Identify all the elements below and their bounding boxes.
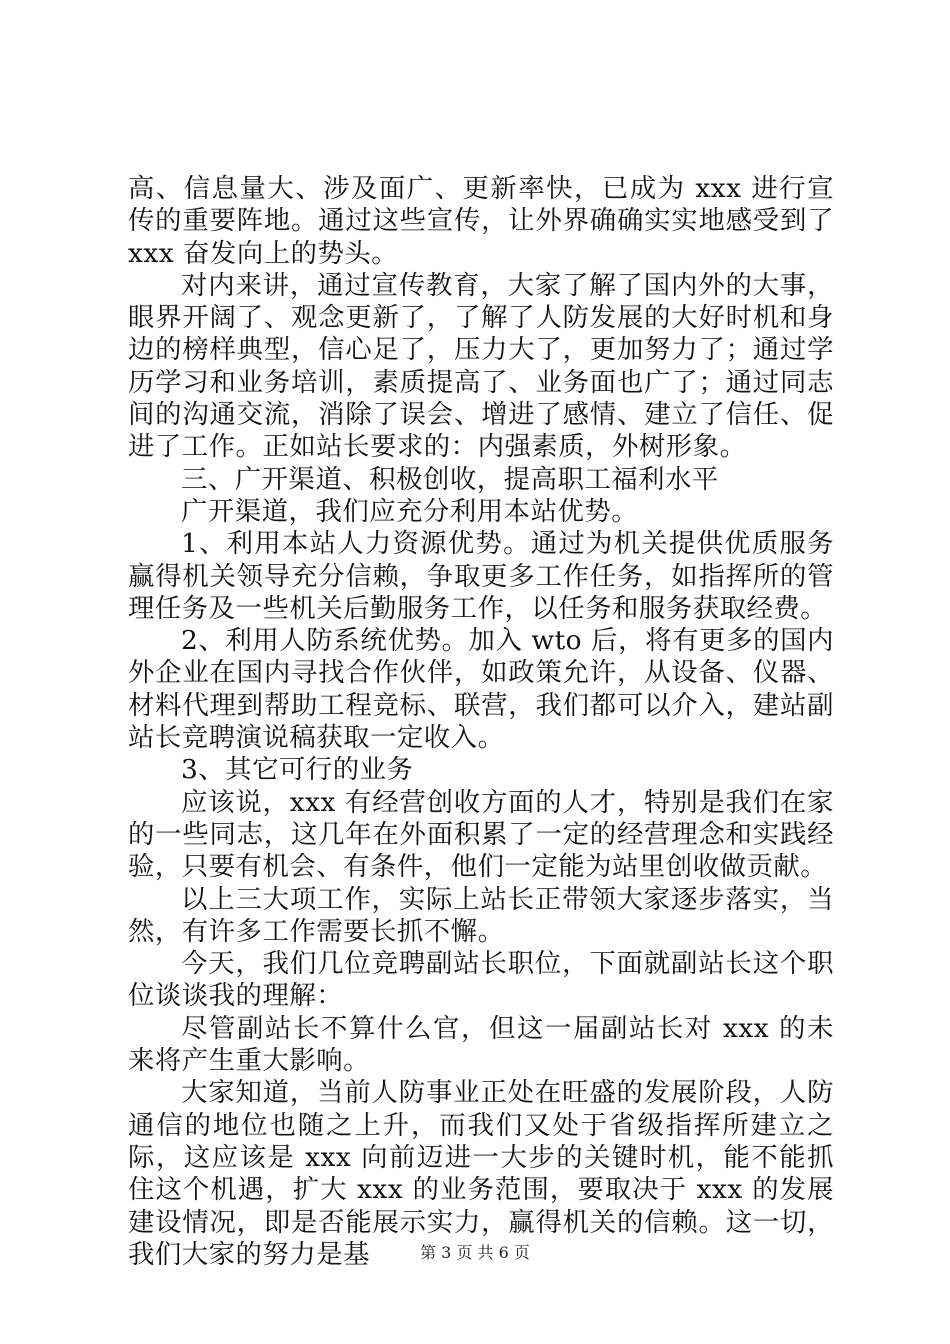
paragraph-4: 广开渠道，我们应充分利用本站优势。 [181, 495, 639, 527]
paragraph-2: 对内来讲，通过宣传教育，大家了解了国内外的大事，眼界开阔了、观念更新了，了解了人防发展的大好时机和身边的榜样典型，信心足了，压力大了，更加努力了；通过学历学习和业务培训，素质提高了、业务面也广了；通过同志间的沟通交流，消除了误会、增进了感情、建立了信任、促进了工作。正如站长要求的：内强素质，外树形象。 [128, 269, 834, 463]
section-heading-3: 三、广开渠道、积极创收，提高职工福利水平 [181, 463, 719, 495]
paragraph-10: 今天，我们几位竞聘副站长职位，下面就副站长这个职位谈谈我的理解： [128, 948, 834, 1012]
paragraph-8: 应该说，xxx 有经营创收方面的人才，特别是我们在家的一些同志，这几年在外面积累了一定的经营理念和实践经验，只要有机会、有条件，他们一定能为站里创收做贡献。 [128, 786, 834, 883]
paragraph-9: 以上三大项工作，实际上站长正带领大家逐步落实，当然，有许多工作需要长抓不懈。 [128, 883, 834, 947]
list-item-3: 3、其它可行的业务 [181, 754, 414, 786]
document-body [128, 173, 834, 1271]
paragraph-12: 大家知道，当前人防事业正处在旺盛的发展阶段，人防通信的地位也随之上升，而我们又处于省级指挥所建立之际，这应该是 xxx 向前迈进一大步的关键时机，能不能抓住这个机遇，扩大 xxx 的业务范围，要取决于 xxx 的发展建设情况，即是否能展示实力，赢得机关的信赖。这一切，我们大家的努力是基 [128, 1077, 834, 1270]
list-item-1: 1、利用本站人力资源优势。通过为机关提供优质服务赢得机关领导充分信赖，争取更多工作任务，如指挥所的管理任务及一些机关后勤服务工作，以任务和服务获取经费。 [128, 528, 834, 624]
paragraph-1: 高、信息量大、涉及面广、更新率快，已成为 xxx 进行宣传的重要阵地。通过这些宣传，让外界确确实实地感受到了 xxx 奋发向上的势头。 [128, 173, 834, 269]
page-footer: 第 3 页 共 6 页 [420, 1243, 530, 1262]
paragraph-11: 尽管副站长不算什么官，但这一届副站长对 xxx 的未来将产生重大影响。 [128, 1012, 834, 1077]
list-item-2: 2、利用人防系统优势。加入 wto 后，将有更多的国内外企业在国内寻找合作伙伴，如政策允许，从设备、仪器、材料代理到帮助工程竞标、联营，我们都可以介入，建站副站长竞聘演说稿获取一定收入。 [128, 625, 834, 754]
